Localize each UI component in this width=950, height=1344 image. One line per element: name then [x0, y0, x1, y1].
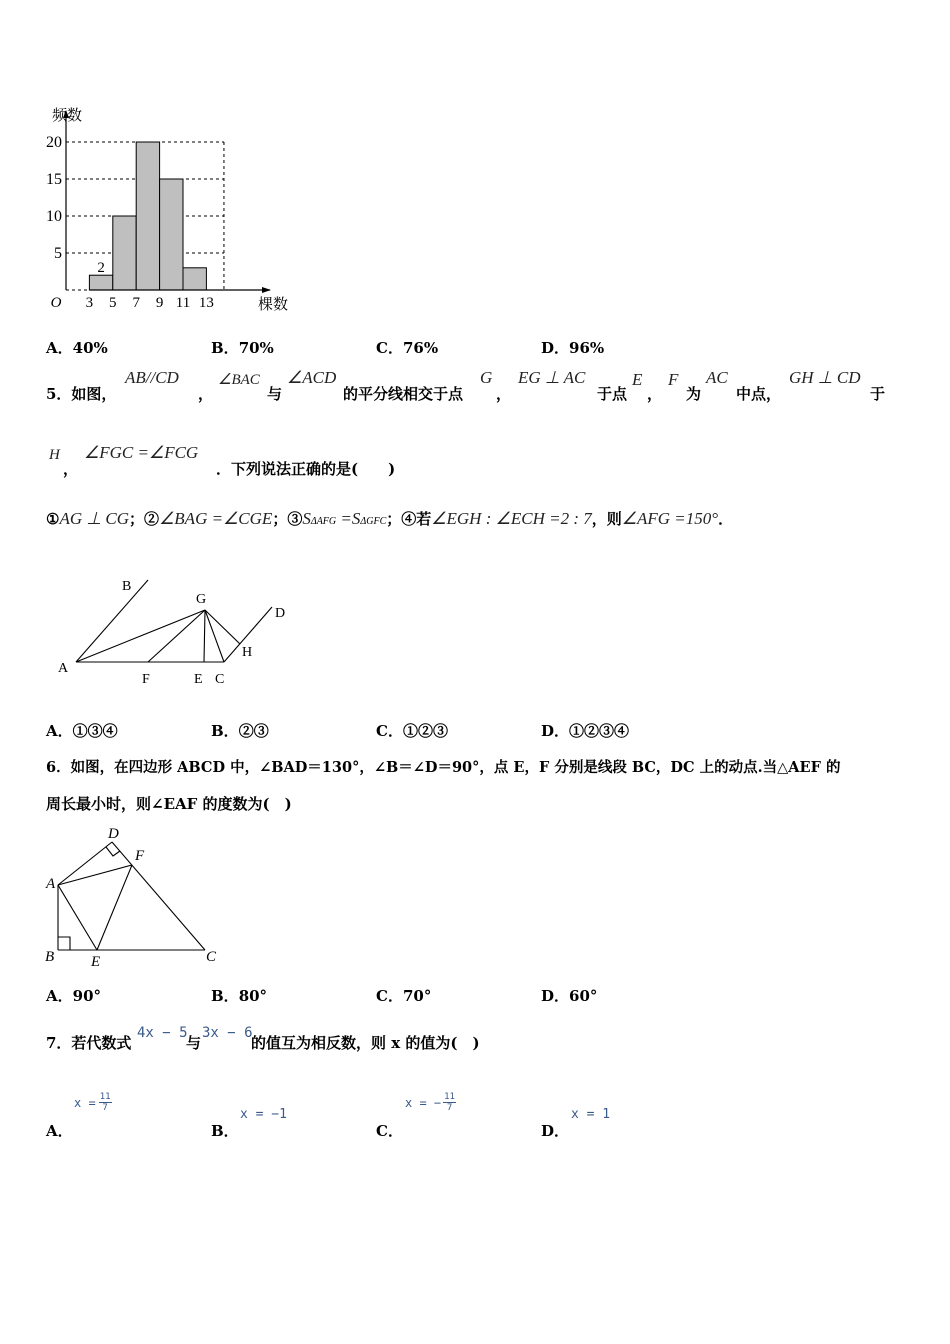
- q5-question: ．下列说法正确的是( ): [216, 460, 396, 478]
- q5-s4b: ∠AFG =150°: [621, 509, 719, 528]
- q5-angle-acd: ∠ACD: [287, 368, 337, 387]
- q5-geometry-figure: [50, 570, 300, 690]
- q5-yu2: 于: [870, 385, 886, 403]
- q7-expr2: 3x − 6: [202, 1025, 253, 1041]
- q5-s3-s: S: [302, 509, 311, 528]
- q5-sep1: ；②: [129, 510, 160, 528]
- q7-option-a-expr[interactable]: x = $\frac{11}{7}$: [74, 1092, 111, 1113]
- q5-label-e: E: [194, 672, 203, 687]
- q5-eg-perp-ac: EG ⊥ AC: [518, 368, 586, 387]
- q5-yudian: 于点: [597, 385, 628, 403]
- q5-gh-perp-cd: GH ⊥ CD: [789, 368, 861, 387]
- q5-option-b[interactable]: B．②③: [211, 722, 269, 740]
- q5-comma-2: ，: [496, 385, 512, 403]
- x-tick-label: 3: [85, 295, 94, 311]
- q5-number: 5．如图，: [46, 385, 117, 403]
- q7-suffix: 的值互为相反数，则 x 的值为( ): [251, 1034, 480, 1052]
- q5-s2: ∠BAG =∠CGE: [159, 509, 273, 528]
- q4-option-a[interactable]: A．40%: [46, 339, 108, 357]
- q7-expr1: 4x − 5: [137, 1025, 188, 1041]
- q4-option-d[interactable]: D．96%: [541, 339, 605, 357]
- y-tick-label: 5: [54, 245, 62, 262]
- y-axis-label: 频数: [52, 108, 83, 124]
- q5-label-c: C: [215, 672, 225, 687]
- q7-option-d-expr[interactable]: x = 1: [571, 1107, 611, 1122]
- q7-prefix: 7．若代数式: [46, 1034, 132, 1052]
- q7-option-c-letter[interactable]: C．: [376, 1122, 403, 1140]
- q6-label-d: D: [108, 826, 119, 842]
- q6-line2: 周长最小时，则∠EAF 的度数为( ): [46, 795, 292, 813]
- q6-label-e: E: [91, 954, 101, 970]
- histogram-chart: [40, 100, 310, 320]
- q6-label-a: A: [46, 876, 56, 892]
- q5-comma-1: ，: [198, 385, 214, 403]
- x-tick-label: 11: [175, 295, 191, 311]
- q5-s3-sub2: ΔGFC: [360, 516, 387, 527]
- q5-label-b: B: [122, 579, 132, 594]
- q6-option-d[interactable]: D．60°: [541, 987, 598, 1005]
- q6-label-c: C: [206, 949, 217, 965]
- histogram-bar: [113, 216, 136, 290]
- y-tick-label: 15: [46, 171, 62, 188]
- q5-sep3: ；④若: [386, 510, 432, 528]
- q5-end: ．: [718, 510, 734, 528]
- histogram-bar: [160, 179, 183, 290]
- histogram-bar: [136, 142, 159, 290]
- q5-comma-3: ，: [647, 385, 663, 403]
- q4-option-b[interactable]: B．70%: [211, 339, 274, 357]
- q5-fgc-fcg: ∠FGC =∠FCG: [84, 443, 199, 462]
- q5-option-a[interactable]: A．①③④: [46, 722, 118, 740]
- q6-label-f: F: [135, 848, 145, 864]
- q5-label-a: A: [58, 661, 69, 676]
- histogram-bar: [89, 275, 112, 290]
- q5-label-h: H: [242, 645, 253, 660]
- x-tick-label: 13: [198, 295, 214, 311]
- q5-s1: AG ⊥ CG: [59, 509, 130, 528]
- q7-option-d-letter[interactable]: D．: [541, 1122, 570, 1140]
- q5-statements: [46, 508, 733, 529]
- q5-s3-eq: =S: [336, 509, 361, 528]
- q5-label-g: G: [196, 592, 207, 607]
- x-tick-label: 7: [132, 295, 140, 311]
- q5-zhongdian: 中点，: [736, 385, 782, 403]
- q6-option-b[interactable]: B．80°: [211, 987, 268, 1005]
- q7-option-b-letter[interactable]: B．: [211, 1122, 239, 1140]
- q7-option-a-letter[interactable]: A．: [46, 1122, 73, 1140]
- q6-option-a[interactable]: A．90°: [46, 987, 102, 1005]
- q7-option-b-expr[interactable]: x = −1: [240, 1107, 287, 1122]
- q5-point-f: F: [668, 370, 679, 389]
- x-tick-label: 5: [109, 295, 117, 311]
- y-tick-label: 10: [46, 208, 62, 225]
- x-tick-label: 9: [155, 295, 164, 311]
- q7-yu: 与: [186, 1034, 202, 1052]
- q5-bisect-text: 的平分线相交于点: [343, 385, 464, 403]
- q5-label-d: D: [275, 606, 286, 621]
- q5-label-f: F: [142, 672, 150, 687]
- x-axis-arrow: [262, 287, 271, 293]
- q6-geometry-figure: [40, 820, 240, 970]
- q6-line1: 6．如图，在四边形 ABCD 中，∠BAD＝130°，∠B＝∠D＝90°，点 E，F 分别是线段 BC，DC 上的动点.当△AEF 的: [46, 759, 841, 776]
- q5-then: ，则: [591, 510, 622, 528]
- q5-option-d[interactable]: D．①②③④: [541, 722, 630, 740]
- q5-angle-bac: ∠BAC: [218, 372, 260, 388]
- q5-point-e: E: [632, 370, 643, 389]
- histogram-bar: [183, 268, 206, 290]
- y-tick-label: 20: [46, 134, 62, 151]
- q5-sep2: ；③: [272, 510, 303, 528]
- q5-point-g: G: [480, 368, 493, 387]
- q5-option-c[interactable]: C．①②③: [376, 722, 448, 740]
- q5-yu: 与: [267, 385, 283, 403]
- bar-data-label: 2: [97, 260, 105, 277]
- q5-point-h: H: [49, 447, 60, 463]
- q5-s1-mark: ①: [46, 510, 60, 528]
- q4-option-c[interactable]: C．76%: [376, 339, 439, 357]
- q7-option-c-expr[interactable]: x = − $\frac{11}{7}$: [405, 1092, 455, 1113]
- q5-s3-sub1: ΔAFG: [310, 516, 337, 527]
- origin-label: O: [50, 295, 62, 311]
- q5-comma-4: ，: [63, 460, 79, 478]
- q5-ab-cd: AB//CD: [125, 368, 179, 387]
- q5-segment-ac: AC: [706, 368, 728, 387]
- q5-wei: 为: [686, 385, 702, 403]
- q6-option-c[interactable]: C．70°: [376, 987, 432, 1005]
- q6-label-b: B: [45, 949, 55, 965]
- x-axis-label: 棵数: [258, 297, 289, 313]
- q5-s4: ∠EGH : ∠ECH =2 : 7: [431, 509, 592, 528]
